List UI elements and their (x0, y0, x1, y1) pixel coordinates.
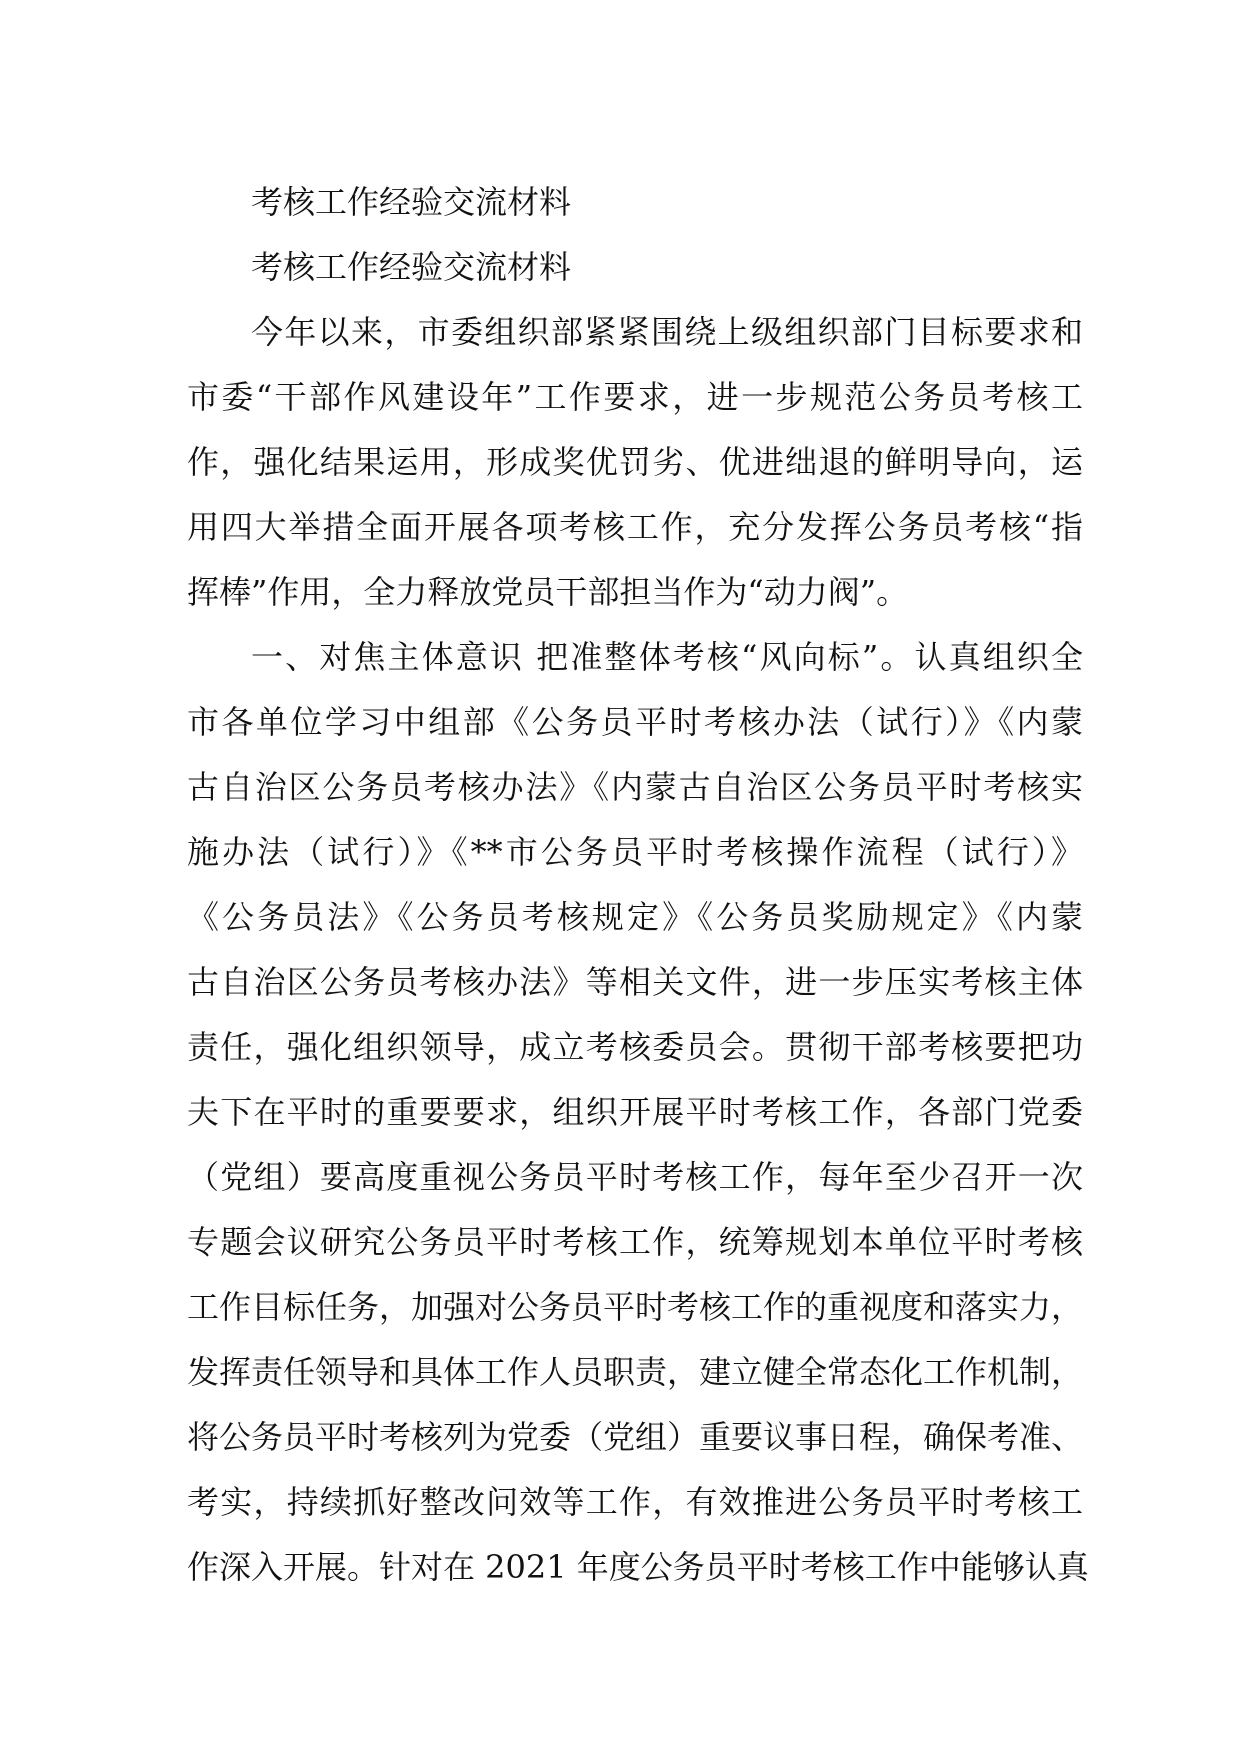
document-subtitle: 考核工作经验交流材料 (251, 248, 572, 286)
paragraph-line: 发挥责任领导和具体工作人员职责，建立健全常态化工作机制， (187, 1353, 1084, 1391)
paragraph-line: 古自治区公务员考核办法》等相关文件，进一步压实考核主体 (187, 963, 1083, 1001)
intro-paragraph (187, 300, 1083, 625)
paragraph-line: 施办法（试行）》《**市公务员平时考核操作流程（试行）》 (187, 833, 1083, 871)
paragraph-line: 市各单位学习中组部《公务员平时考核办法（试行）》《内蒙 (187, 703, 1083, 741)
section-one-paragraph (187, 625, 1089, 1600)
paragraph-line: 今年以来，市委组织部紧紧围绕上级组织部门目标要求和 (251, 313, 1083, 351)
paragraph-line: 古自治区公务员考核办法》《内蒙古自治区公务员平时考核实 (187, 768, 1083, 806)
paragraph-line: 专题会议研究公务员平时考核工作，统筹规划本单位平时考核 (187, 1223, 1083, 1261)
document-page (187, 170, 1089, 1600)
paragraph-line: 市委“干部作风建设年”工作要求，进一步规范公务员考核工 (187, 378, 1083, 416)
paragraph-line: 《公务员法》《公务员考核规定》《公务员奖励规定》《内蒙 (187, 898, 1083, 936)
paragraph-line: 考实，持续抓好整改问效等工作，有效推进公务员平时考核工 (187, 1483, 1083, 1521)
paragraph-line: 夫下在平时的重要要求，组织开展平时考核工作，各部门党委 (187, 1093, 1083, 1131)
paragraph-line: 挥棒”作用，全力释放党员干部担当作为“动力阀”。 (187, 573, 909, 611)
paragraph-line: 用四大举措全面开展各项考核工作，充分发挥公务员考核“指 (187, 508, 1083, 546)
paragraph-line: 将公务员平时考核列为党委（党组）重要议事日程，确保考准、 (187, 1418, 1084, 1456)
document-title: 考核工作经验交流材料 (251, 183, 572, 221)
paragraph-line: （党组）要高度重视公务员平时考核工作，每年至少召开一次 (187, 1158, 1083, 1196)
paragraph-line: 作深入开展。针对在 2021 年度公务员平时考核工作中能够认真 (187, 1548, 1089, 1586)
paragraph-line: 一、对焦主体意识 把准整体考核“风向标”。认真组织全 (251, 638, 1083, 676)
paragraph-line: 作，强化结果运用，形成奖优罚劣、优进绌退的鲜明导向，运 (187, 443, 1083, 481)
paragraph-line: 责任，强化组织领导，成立考核委员会。贯彻干部考核要把功 (187, 1028, 1083, 1066)
paragraph-line: 工作目标任务，加强对公务员平时考核工作的重视度和落实力， (187, 1288, 1084, 1326)
